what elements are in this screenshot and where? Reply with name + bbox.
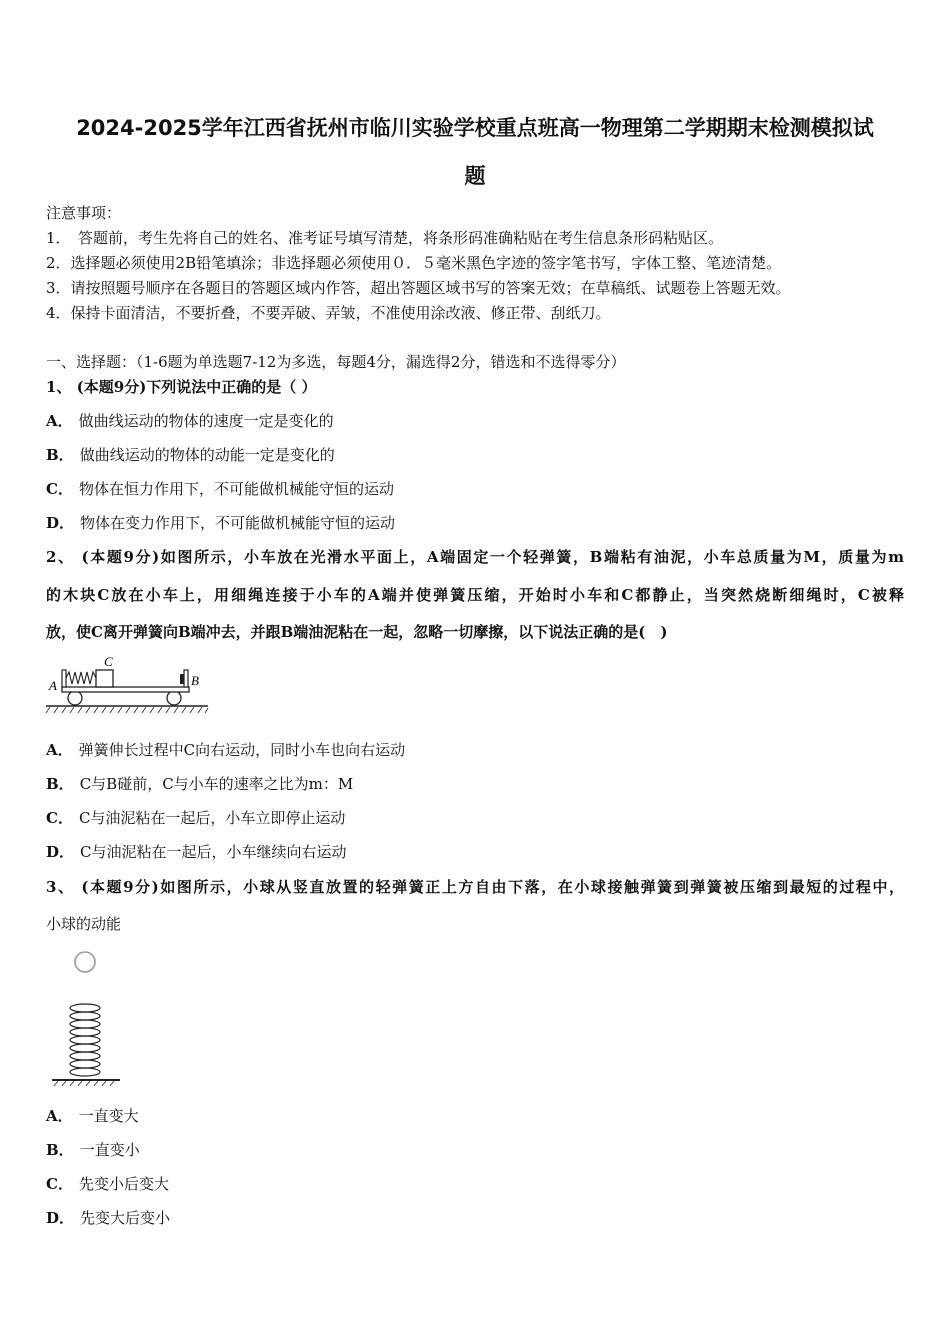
ball-spring-figure [48,948,124,1088]
option-key: A． [46,1107,73,1125]
notice-item-4: 4．保持卡面清洁，不要折叠，不要弄破、弄皱，不准使用涂改液、修正带、刮纸刀。 [46,304,611,322]
question-2-stem-line-3: 放，使C离开弹簧向B端冲去，并跟B端油泥粘在一起，忽略一切摩擦，以下说法正确的是( ) [46,623,668,641]
option-text: 先变小后变大 [78,1175,169,1193]
question-2-option-a [46,739,405,760]
option-text: C与油泥粘在一起后，小车立即停止运动 [78,809,346,827]
option-text: 做曲线运动的物体的速度一定是变化的 [78,412,334,430]
option-text: 物体在恒力作用下，不可能做机械能守恒的运动 [78,480,394,498]
option-text: C与B碰前，C与小车的速率之比为m：M [79,775,354,793]
question-3-stem-line-1: 3、 (本题9分)如图所示，小球从竖直放置的轻弹簧正上方自由下落，在小球接触弹簧到弹簧被压缩到最短的过程中， [46,878,904,896]
question-3-option-c [46,1173,169,1194]
option-text: 做曲线运动的物体的动能一定是变化的 [79,446,335,464]
page-title: 2024-2025学年江西省抚州市临川实验学校重点班高一物理第二学期期末检测模拟试 [76,116,874,140]
cart-spring-figure [44,652,210,716]
question-2-option-b [46,773,353,794]
option-key: A． [46,412,73,430]
question-2-stem-line-1: 2、 (本题9分)如图所示，小车放在光滑水平面上，A端固定一个轻弹簧，B端粘有油泥，小车总质量为M，质量为m [46,548,904,566]
question-2-option-c [46,807,345,828]
compressed-spring [66,672,96,684]
notice-item-1: 1． 答题前，考生先将自己的姓名、准考证号填写清楚，将条形码准确粘贴在考生信息条形码粘贴区。 [46,229,724,247]
option-key: B． [46,775,74,793]
question-1-option-d [46,512,395,533]
label-b: B [191,673,199,688]
option-key: B． [46,1141,74,1159]
option-text: 物体在变力作用下，不可能做机械能守恒的运动 [80,514,396,532]
question-1-stem: 1、 (本题9分)下列说法中正确的是（ ） [46,378,317,396]
option-key: B． [46,446,74,464]
question-2-option-d [46,841,347,862]
notice-item-3: 3．请按照题号顺序在各题目的答题区域内作答，超出答题区域书写的答案无效；在草稿纸、试题卷上答题无效。 [46,279,791,297]
option-text: 弹簧伸长过程中C向右运动，同时小车也向右运动 [78,741,406,759]
option-text: C与油泥粘在一起后，小车继续向右运动 [80,843,347,861]
left-wheel [68,691,82,705]
question-3-stem-line-2: 小球的动能 [46,915,122,933]
option-text: 一直变大 [78,1107,139,1125]
label-c: C [104,654,113,669]
right-wheel [167,691,181,705]
cart-end-b [184,670,188,687]
question-3-option-d [46,1207,170,1228]
page-title-continued: 题 [464,164,486,188]
ball [75,952,95,972]
block-c [96,670,113,687]
option-text: 一直变小 [79,1141,140,1159]
option-key: D． [46,843,75,861]
notice-heading: 注意事项： [46,204,122,222]
question-3-option-b [46,1139,140,1160]
putty-b [180,674,184,684]
option-key: D． [46,1209,75,1227]
option-key: C． [46,809,73,827]
notice-item-2: 2．选择题必须使用2B铅笔填涂；非选择题必须使用０．５毫米黑色字迹的签字笔书写，字体工整、笔迹清楚。 [46,254,782,272]
vertical-spring [70,1004,100,1076]
option-key: A． [46,741,73,759]
question-3-option-a [46,1105,139,1126]
option-key: C． [46,1175,73,1193]
cart-body [62,687,189,692]
ground-hatch [46,707,208,713]
question-1-option-a [46,410,334,431]
cart-end-a [62,670,66,687]
label-a: A [49,678,57,693]
option-key: D． [46,514,75,532]
question-1-option-b [46,444,335,465]
question-1-option-c [46,478,394,499]
option-key: C． [46,480,73,498]
question-2-stem-line-2: 的木块C放在小车上，用细绳连接于小车的A端并使弹簧压缩，开始时小车和C都静止，当突然烧断细绳时，C被释 [46,586,904,604]
option-text: 先变大后变小 [80,1209,171,1227]
section-heading: 一、选择题：（1-6题为单选题7-12为多选，每题4分，漏选得2分，错选和不选得零分） [46,353,626,371]
floor-hatch [54,1081,114,1086]
